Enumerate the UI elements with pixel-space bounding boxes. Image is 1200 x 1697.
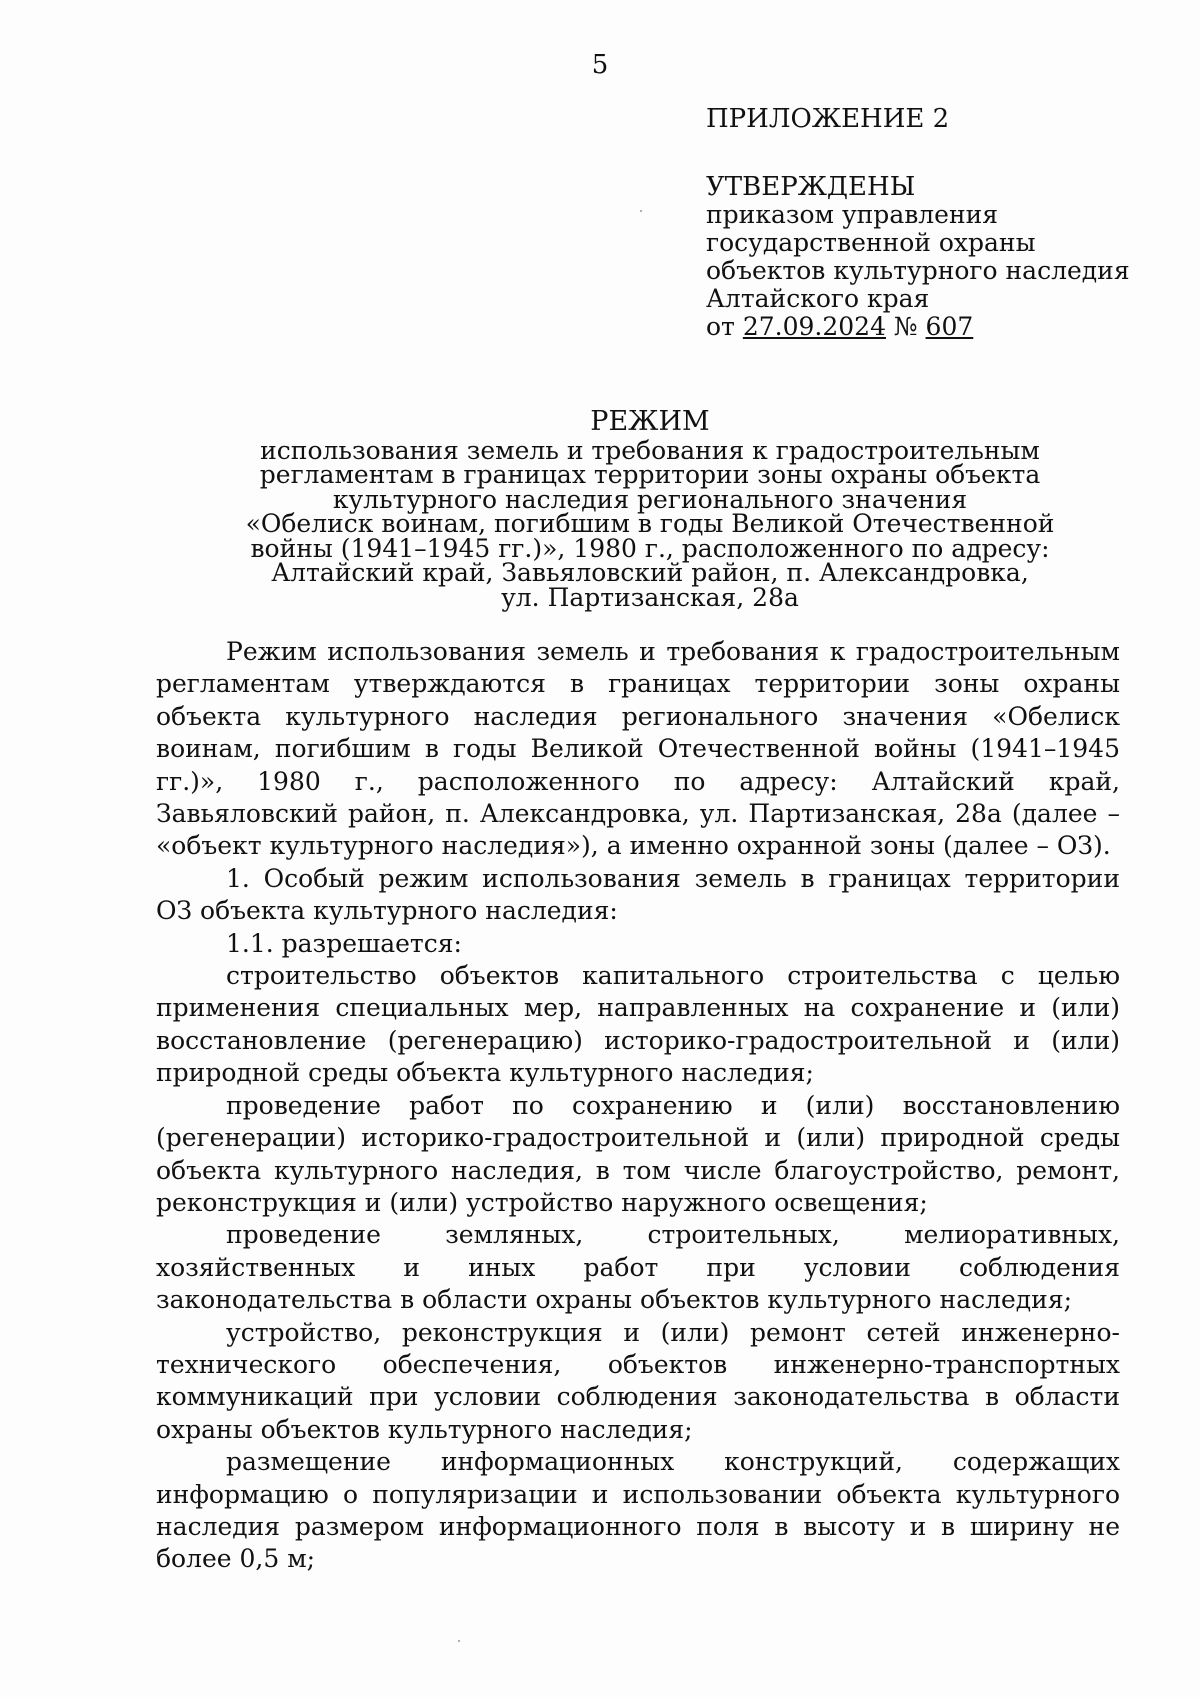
body-paragraph: проведение земляных, строительных, мелиоративных, хозяйственных и иных работ при условии соблюдения законодательства в области охраны объектов культурного наследия; [156,1220,1120,1315]
approval-stamp-block [706,105,1166,341]
order-line: Алтайского края [706,284,930,313]
appendix-label: ПРИЛОЖЕНИЕ 2 [706,104,950,134]
number-prefix: № [885,312,926,341]
order-date-line [706,313,1166,341]
body-paragraph: строительство объектов капитального строительства с целью применения специальных мер, направленных на сохранение и (или) восстановление (регенерацию) историко-градостроительной и (или) природной среды объекта культурного наследия; [156,961,1120,1088]
date-prefix: от [706,312,743,341]
body-paragraph: Режим использования земель и требования к градостроительным регламентам утверждаются в границах территории зоны охраны объекта культурного наследия регионального значения «Обелиск воинам, погибшим в годы Великой Отечественной войны (1941–1945 гг.)», 1980 г., расположенного по адресу: Алтайский край, Завьяловский район, п. Александровка, ул. Партизанская, 28а (далее – «объект культурного наследия»), а именно охранной зоны (далее – ОЗ). [156,637,1120,861]
title-line: ул. Партизанская, 28а [501,582,799,612]
order-number: 607 [925,312,974,341]
document-title [150,406,1150,612]
title-line: войны (1941–1945 гг.)», 1980 г., расположенного по адресу: [250,533,1050,563]
title-heading: РЕЖИМ [590,406,710,437]
order-line: государственной охраны [706,228,1036,257]
body-paragraph: 1.1. разрешается: [226,928,462,958]
page-number: 5 [591,50,609,80]
order-line: приказом управления [706,200,999,229]
title-line: «Обелиск воинам, погибшим в годы Великой Отечественной [245,509,1055,538]
title-line: регламентам в границах территории зоны охраны объекта [259,460,1041,489]
title-line: использования земель и требования к градостроительным [260,435,1040,465]
body-paragraph: 1. Особый режим использования земель в границах территории ОЗ объекта культурного наследия: [156,863,1120,926]
body-paragraph: размещение информационных конструкций, содержащих информацию о популяризации и использовании объекта культурного наследия размером информационного поля в высоту и в ширину не более 0,5 м; [156,1447,1120,1574]
approved-label: УТВЕРЖДЕНЫ [706,172,916,202]
scan-speck [640,210,642,212]
order-date: 27.09.2024 [742,312,886,341]
scan-speck [458,1640,460,1642]
order-line: объектов культурного наследия [706,256,1130,285]
body-paragraph: проведение работ по сохранению и (или) восстановлению (регенерации) историко-градостроительной и (или) природной среды объекта культурного наследия, в том числе благоустройство, ремонт, реконструкция и (или) устройство наружного освещения; [156,1090,1120,1217]
title-line: культурного наследия регионального значения [332,484,968,514]
title-line: Алтайский край, Завьяловский район, п. Александровка, [271,558,1029,587]
document-body [156,636,1120,1576]
body-paragraph: устройство, реконструкция и (или) ремонт сетей инженерно-технического обеспечения, объектов инженерно-транспортных коммуникаций при условии соблюдения законодательства в области охраны объектов культурного наследия; [156,1317,1120,1444]
